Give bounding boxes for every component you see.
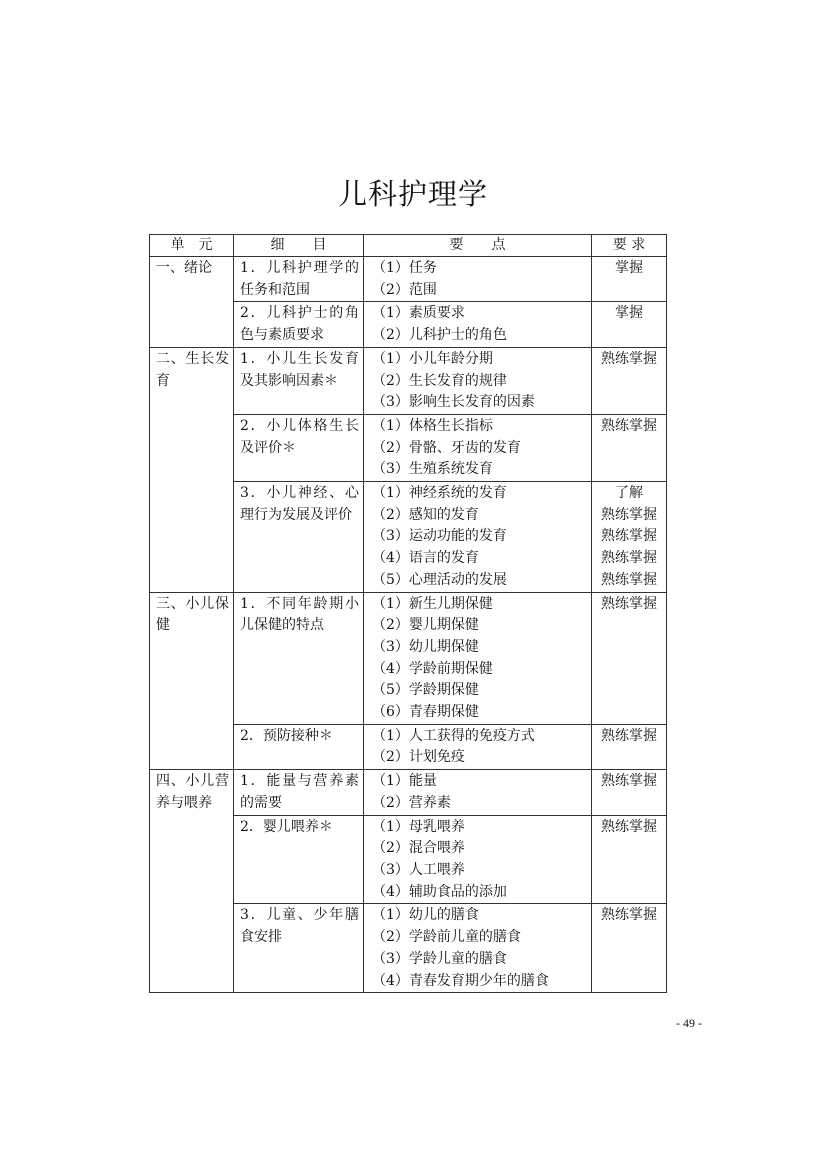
requirement-cell	[592, 414, 667, 481]
requirement-label: 熟练掌握	[601, 550, 657, 567]
item-label: 2．小儿体格生长及评价＊	[240, 417, 359, 456]
item-cell	[234, 414, 364, 481]
points-cell	[364, 257, 592, 302]
table-row	[150, 347, 667, 414]
header-points: 要 点	[364, 235, 592, 257]
requirement-cell	[592, 592, 667, 724]
item-cell	[234, 257, 364, 302]
requirement-label: 熟练掌握	[601, 528, 657, 545]
points-cell	[364, 592, 592, 724]
table-body	[150, 257, 667, 993]
requirement-label: 熟练掌握	[601, 595, 657, 612]
point-item: （1）能量	[372, 773, 437, 790]
point-item: （2）混合喂养	[372, 840, 465, 857]
requirement-cell	[592, 724, 667, 769]
unit-cell	[150, 592, 234, 770]
item-label: 2．婴儿喂养＊	[240, 818, 333, 835]
item-cell	[234, 724, 364, 769]
points-cell	[364, 770, 592, 815]
table-row	[150, 770, 667, 815]
point-item: （5）学龄期保健	[372, 682, 479, 699]
points-cell	[364, 724, 592, 769]
point-item: （4）辅助食品的添加	[372, 883, 507, 900]
item-cell	[234, 815, 364, 904]
point-item: （1）素质要求	[372, 305, 465, 322]
point-item: （2）计划免疫	[372, 749, 465, 766]
points-cell	[364, 414, 592, 481]
point-item: （1）小儿年龄分期	[372, 350, 493, 367]
points-cell	[364, 482, 592, 593]
point-item: （2）营养素	[372, 794, 451, 811]
requirement-cell	[592, 302, 667, 347]
points-cell	[364, 302, 592, 347]
unit-cell	[150, 770, 234, 993]
requirement-cell	[592, 815, 667, 904]
item-cell	[234, 302, 364, 347]
requirement-cell	[592, 257, 667, 302]
points-cell	[364, 815, 592, 904]
point-item: （1）母乳喂养	[372, 818, 465, 835]
requirement-label: 了解	[615, 485, 643, 502]
point-item: （1）新生儿期保健	[372, 595, 493, 612]
point-item: （6）青春期保健	[372, 704, 479, 721]
point-item: （2）生长发育的规律	[372, 372, 507, 389]
point-item: （2）儿科护士的角色	[372, 327, 507, 344]
item-label: 1．小儿生长发育及其影响因素＊	[240, 350, 359, 389]
point-item: （3）影响生长发育的因素	[372, 394, 535, 411]
point-item: （2）学龄前儿童的膳食	[372, 929, 521, 946]
item-cell	[234, 770, 364, 815]
point-item: （3）幼儿期保健	[372, 638, 479, 655]
point-item: （1）神经系统的发育	[372, 485, 507, 502]
item-label: 2．预防接种＊	[240, 727, 333, 744]
point-item: （2）婴儿期保健	[372, 617, 479, 634]
requirement-label: 熟练掌握	[601, 907, 657, 924]
page-number: - 49 -	[676, 1016, 702, 1030]
point-item: （3）运动功能的发育	[372, 528, 507, 545]
item-label: 1．儿科护理学的任务和范围	[240, 260, 359, 298]
point-item: （3）人工喂养	[372, 861, 465, 878]
requirement-label: 熟练掌握	[601, 417, 657, 434]
point-item: （1）幼儿的膳食	[372, 907, 479, 924]
table-row	[150, 257, 667, 302]
points-cell	[364, 904, 592, 993]
requirement-cell	[592, 482, 667, 593]
requirement-label: 掌握	[615, 305, 643, 322]
unit-cell	[150, 257, 234, 348]
item-cell	[234, 904, 364, 993]
unit-label: 一、绪论	[156, 260, 212, 276]
point-item: （1）体格生长指标	[372, 417, 493, 434]
point-item: （4）学龄前期保健	[372, 660, 493, 677]
requirement-label: 熟练掌握	[601, 350, 657, 367]
point-item: （1）人工获得的免疫方式	[372, 727, 535, 744]
requirement-label: 熟练掌握	[601, 818, 657, 835]
item-cell	[234, 347, 364, 414]
requirement-cell	[592, 770, 667, 815]
point-item: （2）范围	[372, 281, 437, 298]
point-item: （4）青春发育期少年的膳食	[372, 972, 549, 989]
header-unit: 单 元	[150, 235, 234, 257]
page-title: 儿科护理学	[337, 177, 488, 211]
requirement-cell	[592, 904, 667, 993]
point-item: （4）语言的发育	[372, 550, 479, 567]
item-cell	[234, 592, 364, 724]
point-item: （2）感知的发育	[372, 506, 479, 523]
unit-label: 二、生长发育	[156, 350, 229, 389]
point-item: （3）学龄儿童的膳食	[372, 950, 507, 967]
item-label: 1．能量与营养素的需要	[240, 773, 359, 811]
unit-label: 四、小儿营养与喂养	[156, 773, 229, 811]
unit-cell	[150, 347, 234, 592]
item-label: 3．小儿神经、心理行为发展及评价	[240, 485, 359, 523]
header-requirement: 要 求	[592, 235, 667, 257]
header-item: 细 目	[234, 235, 364, 257]
requirement-label: 熟练掌握	[601, 727, 657, 744]
point-item: （5）心理活动的发展	[372, 571, 507, 588]
item-label: 3．儿童、少年膳食安排	[240, 907, 359, 946]
table-header-row	[150, 235, 667, 257]
requirement-cell	[592, 347, 667, 414]
requirement-label: 熟练掌握	[601, 506, 657, 523]
point-item: （2）骨骼、牙齿的发育	[372, 439, 521, 456]
unit-label: 三、小儿保健	[156, 595, 229, 634]
requirement-label: 熟练掌握	[601, 571, 657, 588]
syllabus-table	[149, 234, 667, 993]
item-label: 2．儿科护士的角色与素质要求	[240, 305, 359, 344]
points-cell	[364, 347, 592, 414]
item-cell	[234, 482, 364, 593]
item-label: 1．不同年龄期小儿保健的特点	[240, 595, 359, 634]
table-row	[150, 592, 667, 724]
point-item: （1）任务	[372, 260, 437, 276]
requirement-label: 熟练掌握	[601, 773, 657, 790]
point-item: （3）生殖系统发育	[372, 461, 493, 478]
requirement-label: 掌握	[615, 260, 643, 276]
